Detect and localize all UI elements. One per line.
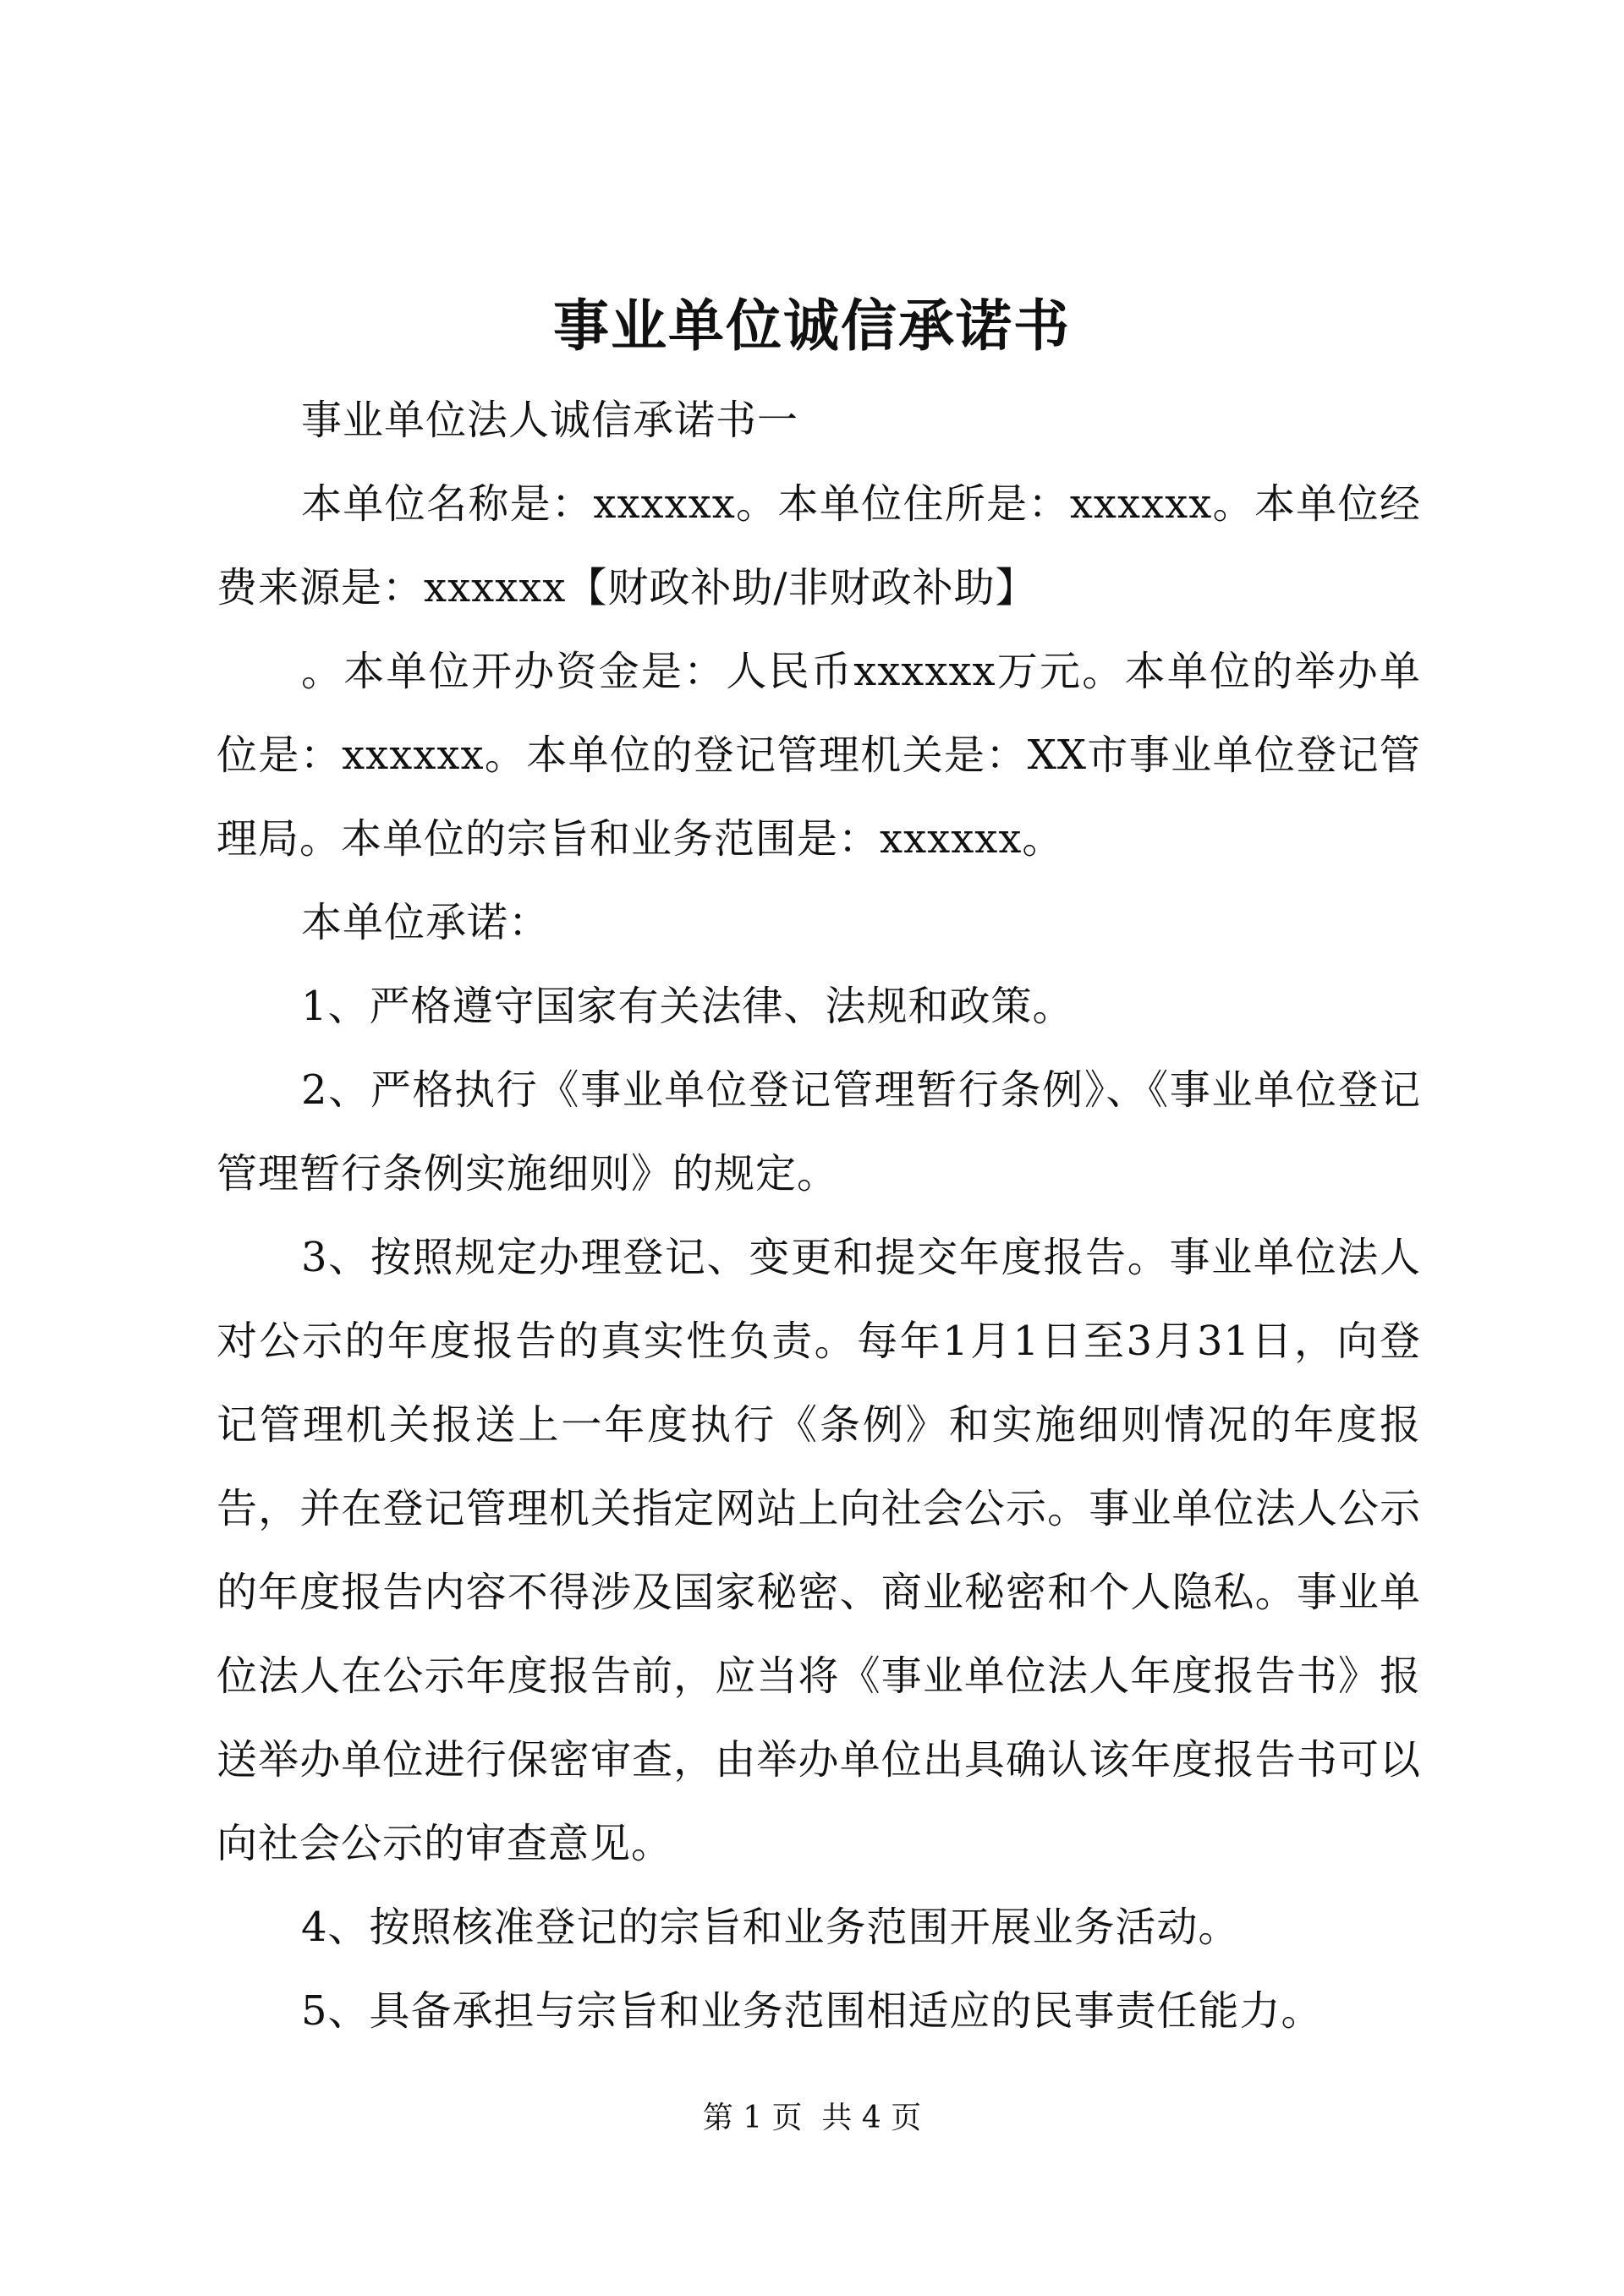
page-number: 第 1 页 共 4 页 <box>702 2101 922 2135</box>
paragraph-commitment-4: 4、按照核准登记的宗旨和业务范围开展业务活动。 <box>301 1904 1240 1951</box>
page-footer <box>0 2097 1624 2140</box>
paragraph-unit-capital: 。本单位开办资金是：人民币xxxxxx万元。本单位的举办单位是：xxxxxx。本单位的登记管理机关是：XX市事业单位登记管理局。本单位的宗旨和业务范围是：xxxxxx。 <box>217 648 1421 863</box>
paragraph-subtitle: 事业单位法人诚信承诺书一 <box>301 397 799 444</box>
paragraph-commitment-2: 2、严格执行《事业单位登记管理暂行条例》、《事业单位登记管理暂行条例实施细则》的规定。 <box>217 1066 1421 1197</box>
paragraph-commitment-1: 1、严格遵守国家有关法律、法规和政策。 <box>301 983 1074 1030</box>
document-body <box>217 379 1421 2053</box>
paragraph-commitment-3: 3、按照规定办理登记、变更和提交年度报告。事业单位法人对公示的年度报告的真实性负责。每年1月1日至3月31日，向登记管理机关报送上一年度执行《条例》和实施细则情况的年度报告，并在登记管理机关指定网站上向社会公示。事业单位法人公示的年度报告内容不得涉及国家秘密、商业秘密和个人隐私。事业单位法人在公示年度报告前，应当将《事业单位法人年度报告书》报送举办单位进行保密审查，由举办单位出具确认该年度报告书可以向社会公示的审查意见。 <box>217 1234 1421 1867</box>
paragraph-unit-info: 本单位名称是：xxxxxx。本单位住所是：xxxxxx。本单位经费来源是：xxxxxx【财政补助/非财政补助】 <box>217 480 1421 611</box>
paragraph-commitment-heading: 本单位承诺： <box>301 899 551 946</box>
paragraph-commitment-5: 5、具备承担与宗旨和业务范围相适应的民事责任能力。 <box>301 1987 1323 2035</box>
document-title: 事业单位诚信承诺书 <box>553 293 1071 359</box>
